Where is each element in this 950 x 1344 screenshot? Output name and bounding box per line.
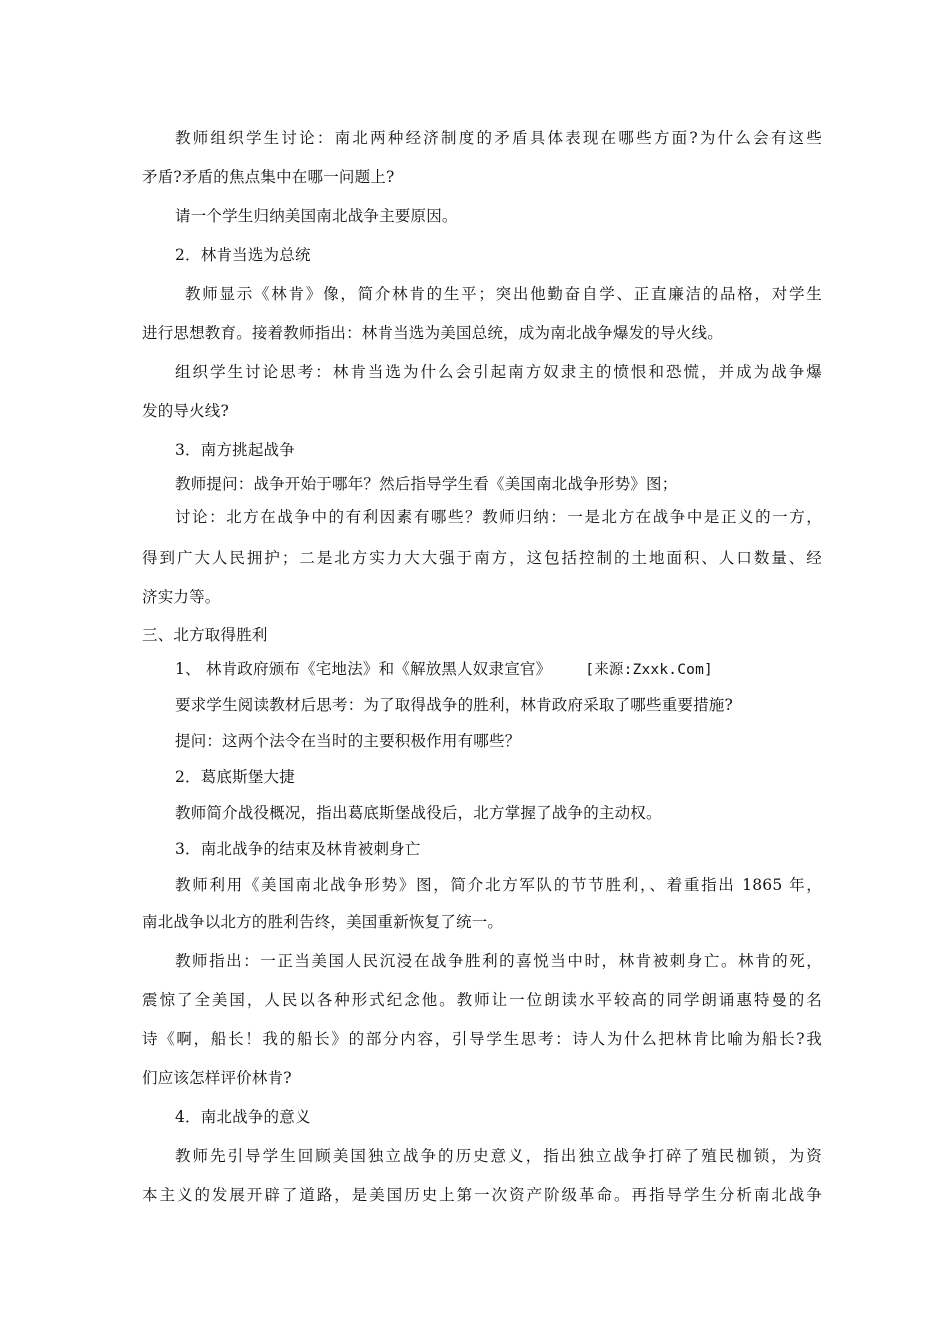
paragraph-line: 组织学生讨论思考：林肯当选为什么会引起南方奴隶主的愤恨和恐慌，并成为战争爆 bbox=[175, 363, 822, 381]
section-heading: 4．南北战争的意义 bbox=[175, 1108, 311, 1126]
paragraph-line: 震惊了全美国，人民以各种形式纪念他。教师让一位朗读水平较高的同学朗诵惠特曼的名 bbox=[142, 991, 822, 1009]
section-heading bbox=[175, 658, 822, 681]
section-heading: 2．林肯当选为总统 bbox=[175, 246, 311, 264]
paragraph-line: 得到广大人民拥护；二是北方实力大大强于南方，这包括控制的土地面积、人口数量、经 bbox=[142, 549, 822, 567]
paragraph-line: 要求学生阅读教材后思考：为了取得战争的胜利，林肯政府采取了哪些重要措施? bbox=[175, 696, 734, 714]
paragraph-line: 发的导火线? bbox=[142, 402, 230, 420]
paragraph-line: 诗《啊，船长！我的船长》的部分内容，引导学生思考：诗人为什么把林肯比喻为船长?我 bbox=[142, 1030, 822, 1048]
source-note: [来源:Zxxk.Com] bbox=[585, 662, 713, 678]
paragraph-line: 本主义的发展开辟了道路，是美国历史上第一次资产阶级革命。再指导学生分析南北战争 bbox=[142, 1186, 822, 1204]
paragraph-line: 们应该怎样评价林肯? bbox=[142, 1069, 292, 1087]
section-heading: 2．葛底斯堡大捷 bbox=[175, 768, 295, 786]
paragraph-line: 教师指出：一正当美国人民沉浸在战争胜利的喜悦当中时，林肯被刺身亡。林肯的死， bbox=[175, 952, 822, 970]
section-heading-text: 1、 林肯政府颁布《宅地法》和《解放黑人奴隶宣官》 bbox=[175, 660, 552, 678]
section-heading: 3．南方挑起战争 bbox=[175, 441, 295, 459]
paragraph-line: 济实力等。 bbox=[142, 588, 221, 606]
paragraph-line: 教师先引导学生回顾美国独立战争的历史意义，指出独立战争打碎了殖民枷锁，为资 bbox=[175, 1147, 822, 1165]
paragraph-line: 进行思想教育。接着教师指出：林肯当选为美国总统，成为南北战争爆发的导火线。 bbox=[142, 324, 723, 342]
paragraph-line: 矛盾?矛盾的焦点集中在哪一问题上? bbox=[142, 168, 395, 186]
paragraph-line: 教师利用《美国南北战争形势》图，简介北方军队的节节胜利，、着重指出 1865 年， bbox=[175, 876, 822, 894]
paragraph-line: 提问：这两个法令在当时的主要积极作用有哪些？ bbox=[175, 732, 521, 750]
paragraph-line: 请一个学生归纳美国南北战争主要原因。 bbox=[175, 207, 458, 225]
paragraph-line: 南北战争以北方的胜利告终，美国重新恢复了统一。 bbox=[142, 913, 504, 931]
paragraph-line: 教师提问：战争开始于哪年？然后指导学生看《美国南北战争形势》图； bbox=[175, 475, 678, 493]
paragraph-line: 教师显示《林肯》像，简介林肯的生平；突出他勤奋自学、正直廉洁的品格，对学生 bbox=[185, 285, 822, 303]
chapter-heading: 三、北方取得胜利 bbox=[142, 626, 268, 644]
paragraph-line: 讨论：北方在战争中的有利因素有哪些？教师归纳：一是北方在战争中是正义的一方， bbox=[175, 508, 822, 526]
paragraph-line: 教师组织学生讨论：南北两种经济制度的矛盾具体表现在哪些方面?为什么会有这些 bbox=[175, 129, 822, 147]
paragraph-line: 教师简介战役概况，指出葛底斯堡战役后，北方掌握了战争的主动权。 bbox=[175, 804, 662, 822]
section-heading: 3．南北战争的结束及林肯被刺身亡 bbox=[175, 840, 421, 858]
